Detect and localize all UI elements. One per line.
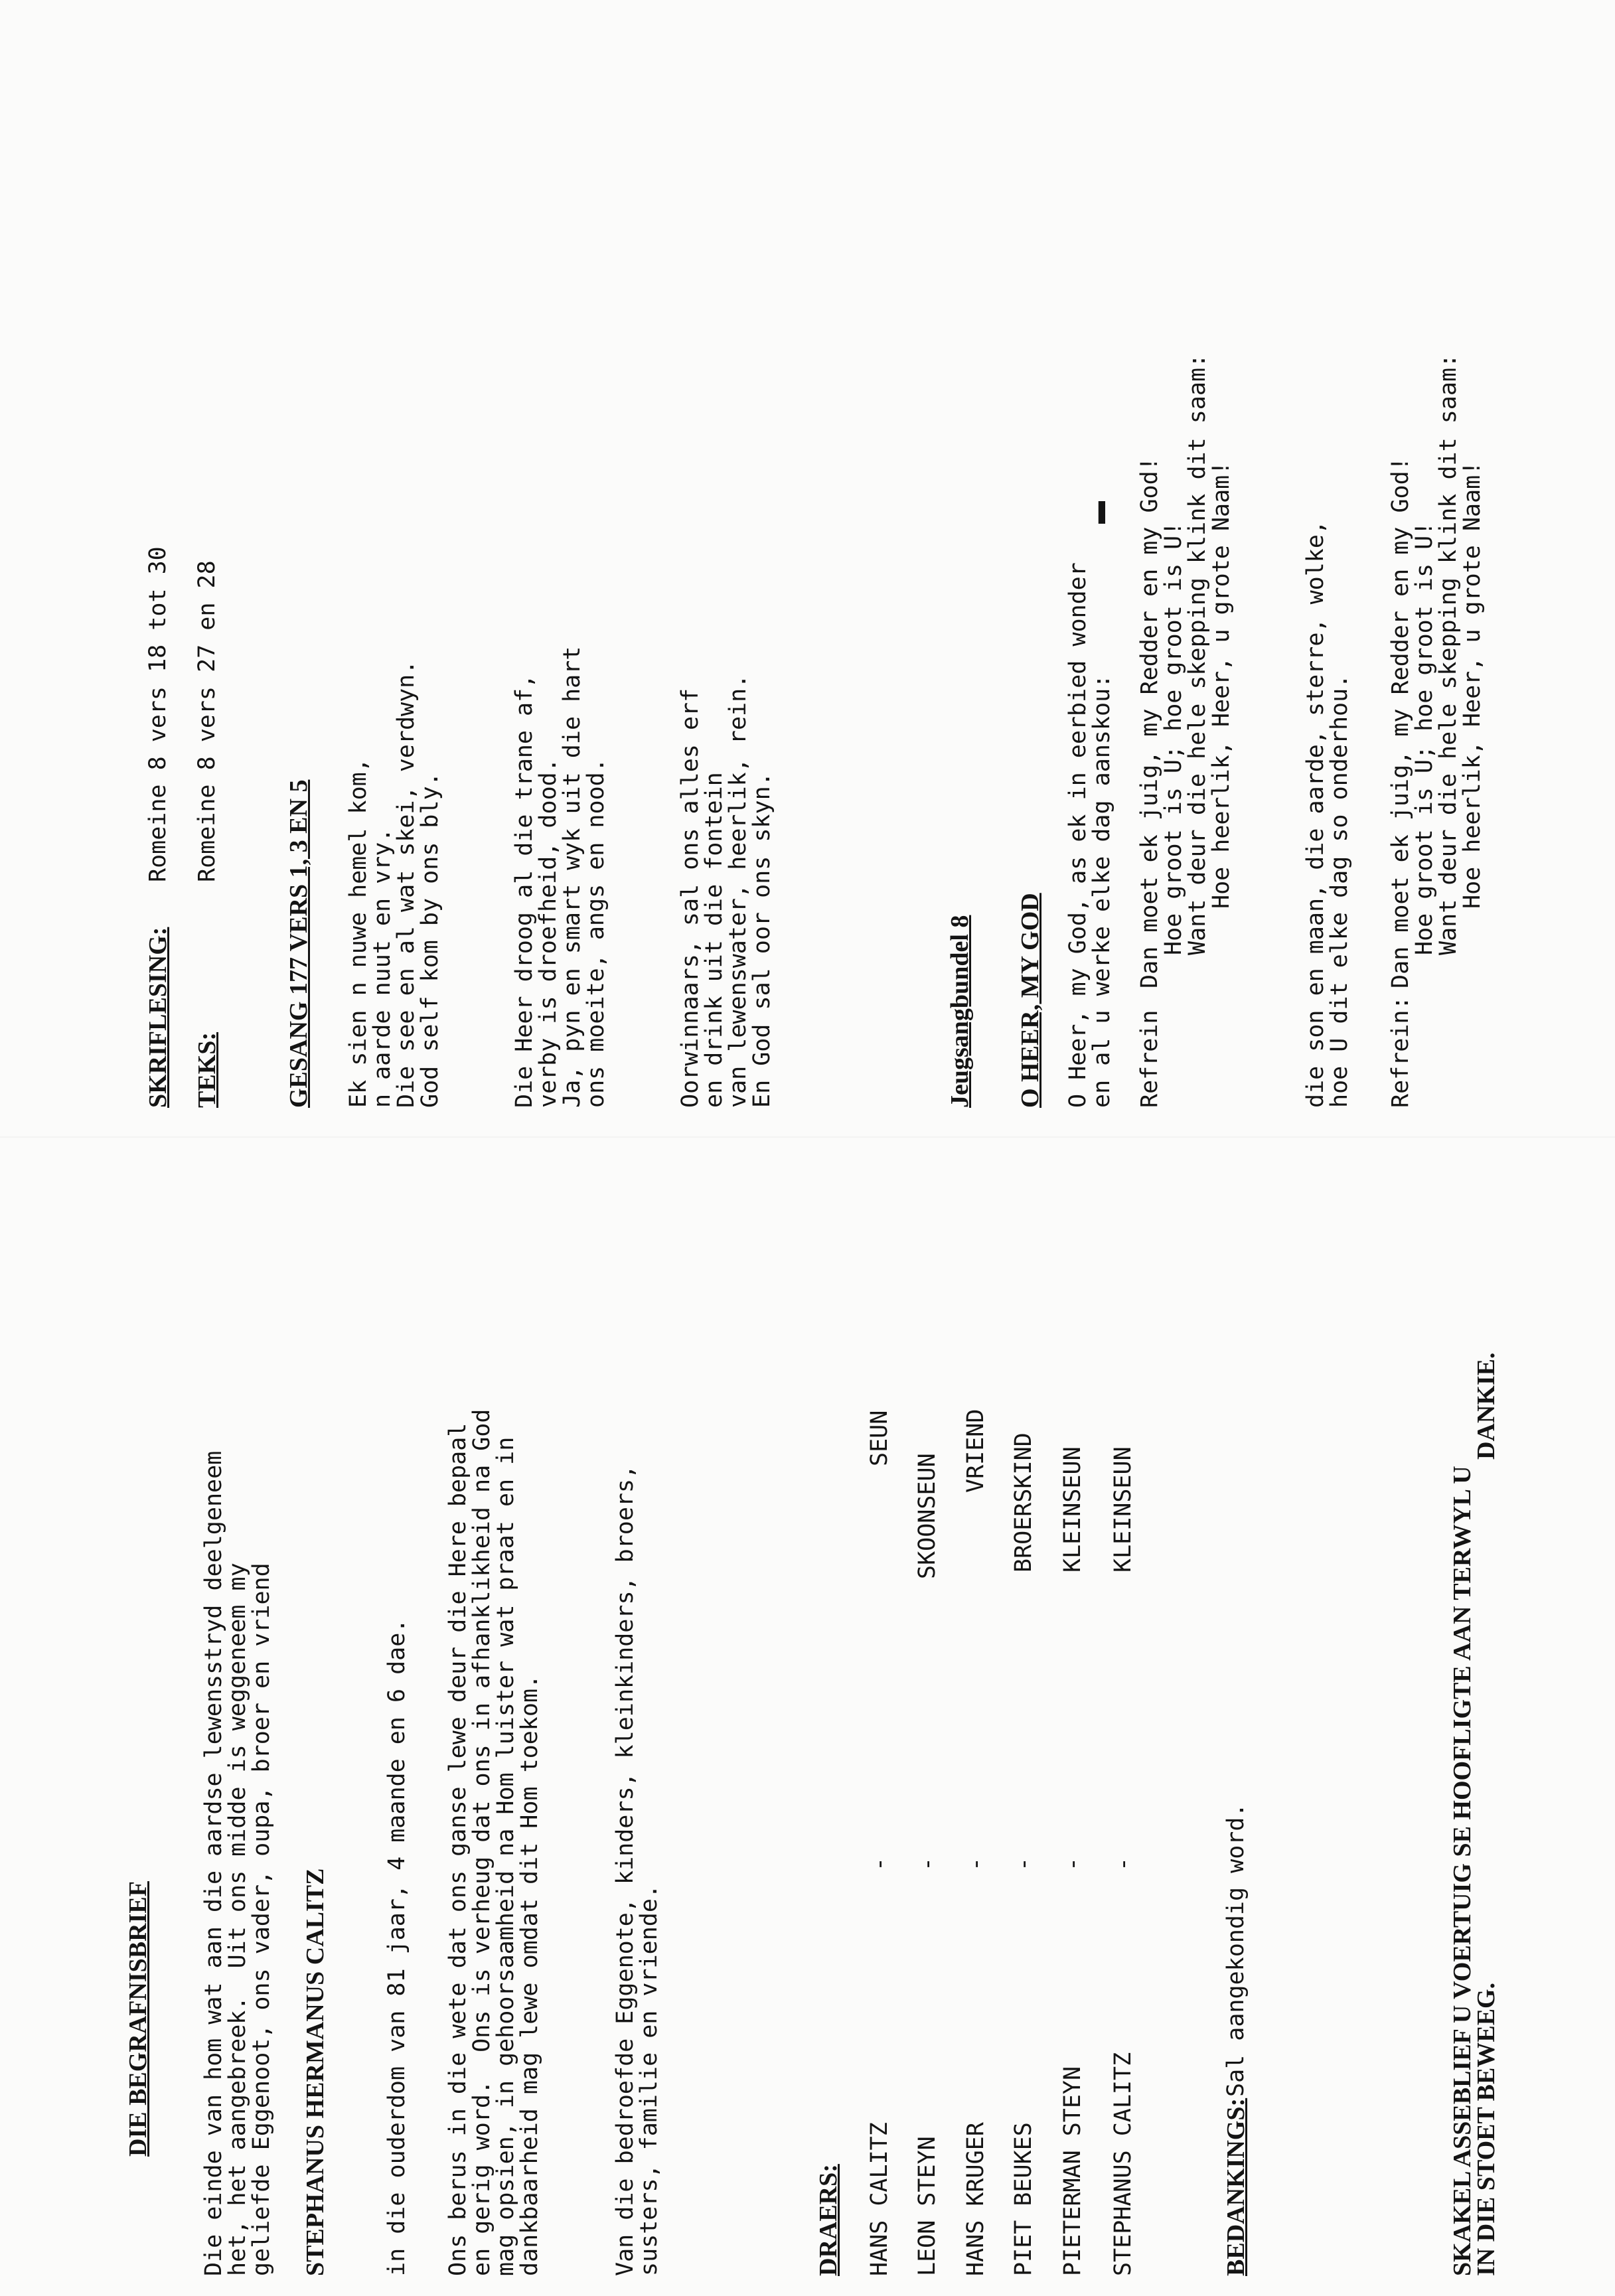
draer-name: PIET BEUKES (1010, 2122, 1037, 2276)
draer-name: STEPHANUS CALITZ (1110, 2052, 1136, 2276)
stanza2-line-2: verby is droefheid, dood. (535, 758, 562, 1108)
refrein-label: Refrein (1136, 1010, 1163, 1108)
refrein1-line-3: Want deur die hele skepping klink dit saam: (1184, 353, 1211, 955)
para2-line-4: dankbaarheid mag lewe omdat dit Hom toekom. (516, 1674, 543, 2276)
skriflesing-label: SKRIFLESING: (144, 927, 172, 1108)
thanks-text: DANKIE. (1472, 1352, 1500, 1460)
draer-relation: SEUN (866, 1410, 893, 1466)
stanza1-line-4: God self kom by ons bly. (417, 772, 443, 1108)
left-column (0, 1161, 1615, 2276)
refrein2-line-2: Hoe groot is U; hoe groot is U! (1411, 521, 1438, 955)
verse1-line-2: en al u werke elke dag aanskou: (1089, 674, 1115, 1108)
para2-line-3: mag opsien, in gehoorsaamheid na Hom luister wat praat en in (493, 1436, 519, 2276)
verse2-line-1: die son en maan, die aarde, sterre, wolke, (1302, 520, 1329, 1108)
stanza2-line-4: ons moeite, angs en nood. (583, 758, 609, 1108)
refrein1-line-4: Hoe heerlik, Heer, u grote Naam! (1208, 461, 1235, 909)
deceased-name: STEPHANUS HERMANUS CALITZ (301, 1868, 329, 2276)
draer-dash: - (1059, 1857, 1086, 1871)
song-title: O HEER, MY GOD (1016, 893, 1044, 1108)
headlights-notice-line-1: SKAKEL ASSEBLIEF U VOERTUIG SE HOOFLIGTE AAN TERWYL U (1448, 1466, 1476, 2276)
draer-dash: - (866, 1857, 893, 1871)
jeugsang-heading: Jeugsangbundel 8 (946, 915, 974, 1108)
bedankings-label: BEDANKINGS: (1222, 2098, 1250, 2276)
draer-dash: - (962, 1857, 989, 1871)
verse2-line-2: hoe U dit elke dag so onderhou. (1326, 674, 1353, 1108)
draers-heading: DRAERS: (814, 2164, 842, 2276)
intro-line-3: geliefde Eggenoot, ons vader, oupa, broer en vriend (248, 1563, 275, 2276)
verse1-line-1: O Heer, my God, as ek in eerbied wonder (1065, 562, 1091, 1108)
page-title: DIE BEGRAFNISBRIEF (124, 1881, 152, 2157)
stanza3-line-4: En God sal oor ons skyn. (749, 772, 775, 1108)
right-column (0, 46, 1615, 1108)
para2-line-2: en gerig word. Ons is verheug dat ons in afhanklikheid na God (469, 1409, 495, 2276)
intro-line-1: Die einde van hom wat aan die aardse lewensstryd deelgeneem (200, 1450, 227, 2276)
draer-name: HANS KRUGER (962, 2122, 989, 2276)
teks-label: TEKS: (193, 1032, 221, 1108)
draer-dash: - (1110, 1857, 1136, 1871)
draer-relation: SKOONSEUN (914, 1453, 941, 1579)
draer-relation: KLEINSEUN (1110, 1446, 1136, 1572)
stanza3-line-1: Oorwinnaars, sal ons alles erf (677, 688, 704, 1108)
stanza3-line-3: van lewenswater, heerlik, rein. (725, 674, 751, 1108)
refrein2-line-1: Dan moet ek juig, my Redder en my God! (1387, 457, 1414, 988)
gesang-heading: GESANG 177 VERS 1, 3 EN 5 (285, 779, 313, 1108)
refrein2-line-3: Want deur die hele skepping klink dit saam: (1435, 353, 1462, 955)
para3-line-1: Van die bedroefde Eggenote, kinders, kleinkinders, broers, (612, 1464, 639, 2276)
draer-name: LEON STEYN (914, 2136, 941, 2276)
refrein1-line-2: Hoe groot is U; hoe groot is U! (1160, 521, 1187, 955)
draer-name: PIETERMAN STEYN (1059, 2066, 1086, 2276)
headlights-notice-line-2: IN DIE STOET BEWEEG. (1472, 1982, 1500, 2276)
stanza3-line-2: en drink uit die fontein (701, 772, 728, 1108)
dash-mark: ▬ (1086, 501, 1111, 524)
draer-dash: - (914, 1857, 941, 1871)
refrein2-line-4: Hoe heerlik, Heer, u grote Naam! (1459, 461, 1486, 909)
teks-text: Romeine 8 vers 27 en 28 (194, 560, 220, 882)
draer-relation: BROERSKIND (1010, 1432, 1037, 1572)
fold-line (0, 1136, 1615, 1138)
stanza1-line-3: Die see en al wat skei, verdwyn. (393, 660, 420, 1108)
bedankings-text: Sal aangekondig word. (1223, 1803, 1249, 2097)
stanza1-line-1: Ek sien n nuwe hemel kom, (345, 758, 372, 1108)
para3-line-2: susters, familie en vriende. (636, 1884, 662, 2276)
draer-relation: KLEINSEUN (1059, 1446, 1086, 1572)
stanza1-line-2: n aarde nuut en vry. (369, 828, 396, 1108)
age-line: in die ouderdom van 81 jaar, 4 maande en 6 dae. (384, 1618, 410, 2276)
intro-line-2: het, het aangebreek. Uit ons midde is weggeneem my (224, 1563, 251, 2276)
skriflesing-text: Romeine 8 vers 18 tot 30 (145, 546, 171, 882)
draer-dash: - (1010, 1857, 1037, 1871)
para2-line-1: Ons berus in die wete dat ons ganse lewe deur die Here bepaal (445, 1422, 471, 2276)
refrein1-line-1: Dan moet ek juig, my Redder en my God! (1136, 457, 1163, 988)
stanza2-line-1: Die Heer droog al die trane af, (511, 674, 538, 1108)
draer-name: HANS CALITZ (866, 2122, 893, 2276)
refrein-label-2: Refrein: (1387, 996, 1414, 1108)
draer-relation: VRIEND (962, 1409, 989, 1493)
stanza2-line-3: Ja, pyn en smart wyk uit die hart (559, 646, 585, 1108)
